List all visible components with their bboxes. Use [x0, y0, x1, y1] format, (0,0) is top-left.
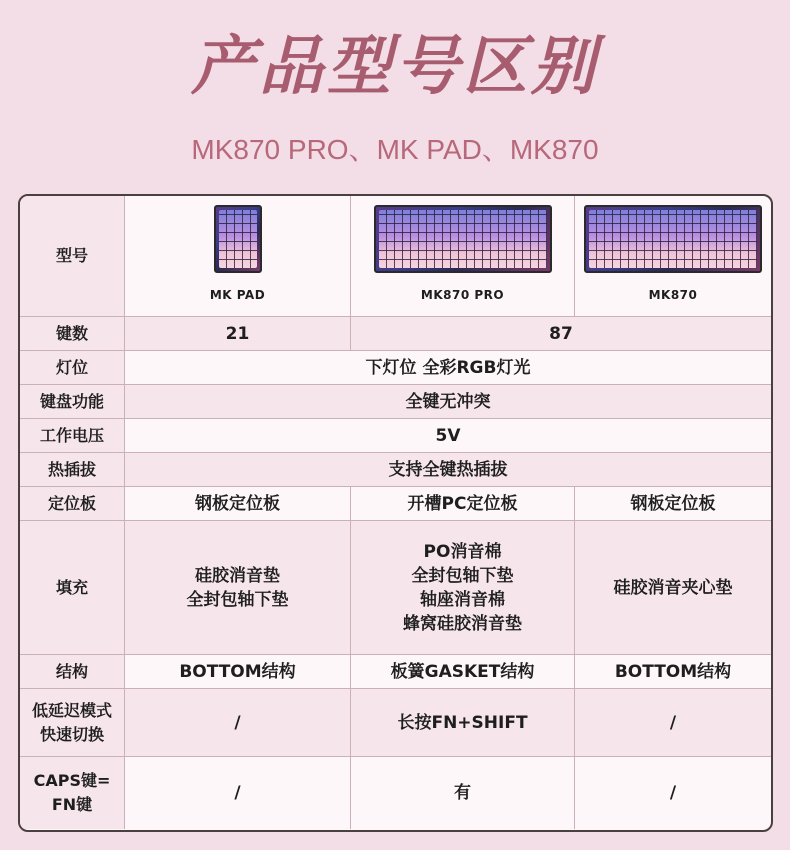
filling-mk870	[575, 521, 771, 655]
row-label-light: 灯位	[20, 351, 125, 385]
latency-mk870: /	[575, 689, 771, 757]
caps-mkpad: /	[125, 757, 351, 829]
row-label-plate: 定位板	[20, 487, 125, 521]
row-label-voltage: 工作电压	[20, 419, 125, 453]
keys-shared: 87	[351, 317, 771, 351]
model-name-mkpad: MK PAD	[209, 288, 266, 302]
light-value: 下灯位 全彩RGB灯光	[125, 351, 771, 385]
caps-mk870: /	[669, 783, 677, 803]
filling-line: 全封包轴下垫	[411, 565, 514, 586]
filling-mk870pro	[351, 521, 575, 655]
latency-label-line: 快速切换	[39, 724, 104, 744]
caps-label-line: CAPS键=	[33, 771, 111, 790]
structure-mk870pro: 板簧GASKET结构	[351, 655, 575, 689]
caps-mk870pro: 有	[351, 757, 575, 829]
filling-line: 蜂窝硅胶消音垫	[403, 613, 522, 634]
mk870-keyboard-image	[584, 205, 762, 273]
mkpad-keyboard-image	[214, 205, 262, 273]
keys-mkpad: 21	[125, 317, 351, 351]
page-title: 产品型号区别	[191, 30, 599, 104]
structure-mkpad: BOTTOM结构	[125, 655, 351, 689]
filling-line: PO消音棉	[423, 541, 502, 562]
structure-mk870: BOTTOM结构	[575, 655, 771, 689]
mk870pro-keyboard-image	[374, 205, 552, 273]
plate-mk870: 钢板定位板	[575, 487, 771, 521]
filling-line: 硅胶消音夹心垫	[613, 577, 733, 598]
row-label-structure: 结构	[20, 655, 125, 689]
model-cell-mk870	[575, 196, 771, 317]
caps-label-line: FN键	[51, 795, 93, 814]
filling-line: 硅胶消音垫	[195, 565, 280, 586]
filling-mkpad	[125, 521, 351, 655]
latency-label-line: 低延迟模式	[31, 700, 112, 720]
plate-mk870pro: 开槽PC定位板	[351, 487, 575, 521]
latency-mkpad: /	[125, 689, 351, 757]
filling-line: 轴座消音棉	[420, 589, 505, 610]
comparison-table	[18, 194, 773, 832]
voltage-value: 5V	[125, 419, 771, 453]
row-label-function: 键盘功能	[20, 385, 125, 419]
page-subtitle: MK870 PRO、MK PAD、MK870	[191, 134, 599, 165]
row-label-latency	[20, 689, 125, 757]
filling-line: 全封包轴下垫	[186, 589, 289, 610]
model-cell-mkpad	[125, 196, 351, 317]
row-label-caps	[20, 757, 125, 829]
function-value: 全键无冲突	[125, 385, 771, 419]
row-label-keys: 键数	[20, 317, 125, 351]
latency-mk870pro: 长按FN+SHIFT	[351, 689, 575, 757]
model-cell-mk870pro	[351, 196, 575, 317]
row-label-model: 型号	[20, 196, 125, 317]
hotswap-value: 支持全键热插拔	[125, 453, 771, 487]
row-label-hotswap: 热插拔	[20, 453, 125, 487]
plate-mkpad: 钢板定位板	[125, 487, 351, 521]
row-label-filling: 填充	[20, 521, 125, 655]
model-name-mk870pro: MK870 PRO	[420, 288, 505, 302]
model-name-mk870: MK870	[648, 288, 698, 302]
